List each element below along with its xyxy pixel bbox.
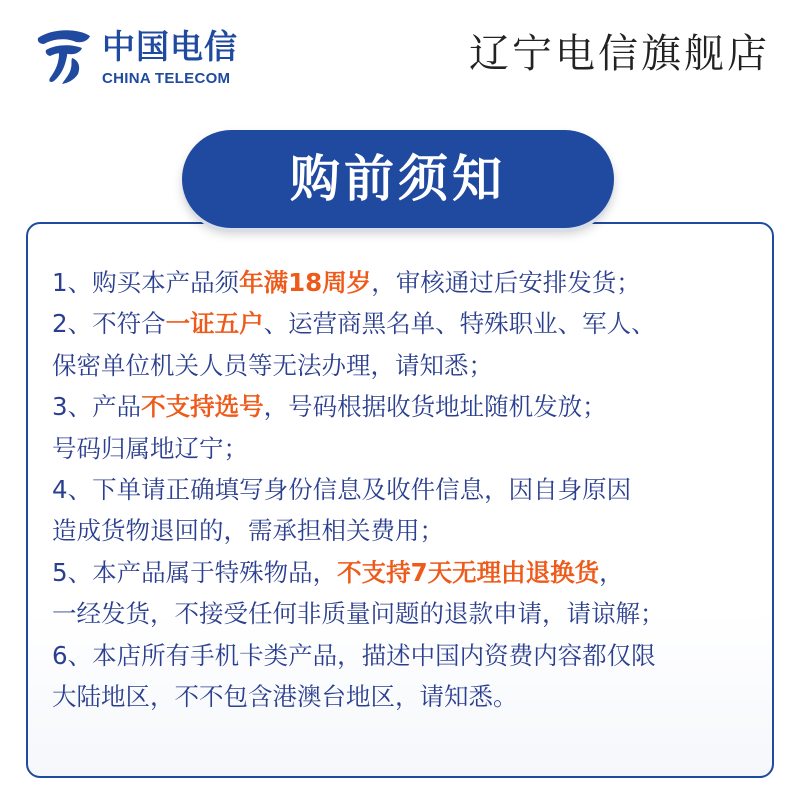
highlight-text: 一证五户 bbox=[165, 309, 264, 339]
highlight-text: 不支持7天无理由退换货 bbox=[337, 557, 600, 587]
notice-line bbox=[52, 469, 782, 510]
line-text: 一经发货，不接受任何非质量问题的退款申请，请谅解； bbox=[52, 599, 665, 629]
line-text: 5、本产品属于特殊物品， bbox=[52, 557, 338, 587]
notice-line bbox=[52, 552, 782, 593]
notice-line bbox=[52, 676, 782, 717]
line-text: 3、产品 bbox=[52, 392, 142, 422]
notice-line bbox=[52, 386, 782, 427]
header bbox=[0, 0, 800, 110]
line-text: 保密单位机关人员等无法办理，请知悉； bbox=[52, 350, 493, 380]
line-text: 2、不符合 bbox=[52, 309, 166, 339]
notice-line bbox=[52, 635, 782, 676]
notice-line bbox=[52, 262, 782, 303]
logo-chinese-text: 中国电信 bbox=[102, 27, 238, 66]
highlight-text: 年满18周岁 bbox=[239, 268, 372, 297]
notice-line bbox=[52, 428, 782, 469]
china-telecom-logo-icon bbox=[32, 24, 96, 86]
page-title: 购前须知 bbox=[290, 150, 506, 208]
highlight-text: 不支持选号 bbox=[141, 392, 264, 422]
notice-line bbox=[52, 303, 782, 344]
line-text: 造成货物退回的，需承担相关费用； bbox=[52, 516, 444, 546]
notice-line bbox=[52, 345, 782, 386]
line-text: ，号码根据收货地址随机发放； bbox=[263, 392, 607, 422]
notice-line bbox=[52, 593, 782, 634]
line-text: 1、购买本产品须 bbox=[52, 268, 240, 297]
title-banner bbox=[182, 130, 614, 228]
notice-line bbox=[52, 510, 782, 551]
store-name: 辽宁电信旗舰店 bbox=[469, 31, 770, 77]
line-text: 4、下单请正确填写身份信息及收件信息，因自身原因 bbox=[52, 475, 632, 505]
line-text: 号码归属地辽宁； bbox=[52, 433, 248, 463]
line-text: 6、本店所有手机卡类产品，描述中国内资费内容都仅限 bbox=[52, 640, 656, 670]
china-telecom-logo bbox=[32, 24, 238, 94]
logo-english-text: CHINA TELECOM bbox=[102, 70, 231, 87]
line-text: ，审核通过后安排发货； bbox=[371, 268, 641, 297]
line-text: 大陆地区，不不包含港澳台地区，请知悉。 bbox=[52, 682, 518, 712]
line-text: ， bbox=[599, 557, 624, 587]
notice-list bbox=[52, 262, 782, 717]
line-text: 、运营商黑名单、特殊职业、军人、 bbox=[263, 309, 656, 339]
